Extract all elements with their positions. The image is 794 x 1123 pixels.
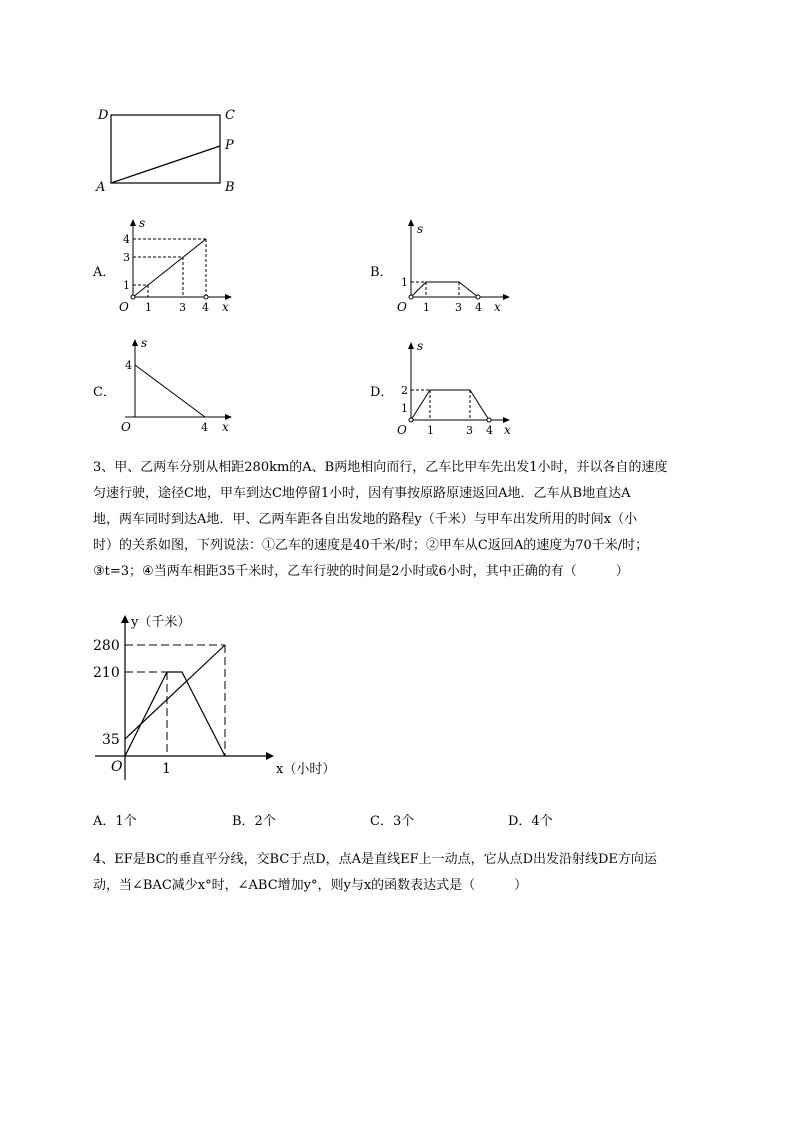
svg-text:4: 4 <box>201 421 208 434</box>
chart-ylabel: y（千米） <box>131 615 191 630</box>
svg-text:O: O <box>119 300 129 314</box>
svg-text:4: 4 <box>123 233 130 246</box>
option-b-label: B． <box>370 265 393 280</box>
option-d-graph <box>393 340 523 440</box>
q4-line-2: 动，当∠BAC减少x°时，∠ABC增加y°，则y与x的函数表达式是（ ） <box>93 878 528 893</box>
x-tick-1: 1 <box>162 761 171 777</box>
q3-line-4: 时）的关系如图，下列说法：①乙车的速度是40千米/时；②甲车从C返回A的速度为70千米/时； <box>93 538 649 553</box>
option-b-graph <box>393 215 523 315</box>
svg-text:O: O <box>397 423 407 437</box>
svg-text:3: 3 <box>466 424 473 437</box>
svg-text:O: O <box>121 420 131 434</box>
option-d-label: D． <box>370 385 394 400</box>
svg-text:s: s <box>141 336 148 350</box>
label-P: P <box>225 138 234 153</box>
question-4-text <box>93 847 753 899</box>
q3-option-d[interactable]: D．4个 <box>508 814 553 829</box>
option-a-label: A． <box>93 265 116 280</box>
svg-text:2: 2 <box>401 384 408 397</box>
svg-text:4: 4 <box>486 424 493 437</box>
option-a-graph <box>115 215 245 315</box>
svg-text:s: s <box>417 222 424 236</box>
svg-text:s: s <box>139 216 146 230</box>
svg-text:1: 1 <box>145 301 152 314</box>
svg-text:x: x <box>222 300 229 314</box>
svg-text:3: 3 <box>179 301 186 314</box>
q3-line-1: 3、甲、乙两车分别从相距280km的A、B两地相向而行，乙车比甲车先出发1小时，并以各自的速度 <box>93 460 668 475</box>
svg-text:1: 1 <box>427 424 434 437</box>
q3-line-3: 地，两车同时到达A地．甲、乙两车距各自出发地的路程y（千米）与甲车出发所用的时间x（小 <box>93 512 638 527</box>
svg-text:4: 4 <box>202 301 209 314</box>
svg-text:x: x <box>494 300 501 314</box>
label-D: D <box>98 108 109 123</box>
q3-option-a[interactable]: A．1个 <box>93 814 137 829</box>
label-A: A <box>96 180 106 195</box>
svg-text:3: 3 <box>123 251 130 264</box>
svg-text:s: s <box>417 340 424 353</box>
svg-text:x: x <box>504 423 511 437</box>
question-3-text <box>93 455 753 585</box>
svg-text:1: 1 <box>123 279 130 292</box>
q3-option-c[interactable]: C．3个 <box>370 814 415 829</box>
chart-origin: O <box>111 759 123 775</box>
option-c-label: C． <box>93 385 116 400</box>
label-B: B <box>225 180 235 195</box>
svg-text:3: 3 <box>455 301 462 314</box>
svg-text:4: 4 <box>125 359 132 372</box>
svg-text:4: 4 <box>475 301 482 314</box>
y-tick-35: 35 <box>102 732 120 748</box>
y-tick-210: 210 <box>93 665 120 681</box>
svg-text:1: 1 <box>401 276 408 289</box>
svg-text:1: 1 <box>423 301 430 314</box>
q3-distance-time-chart <box>90 605 370 790</box>
car-a-line <box>125 672 225 756</box>
chart-xlabel: x（小时） <box>276 762 336 777</box>
rectangle-figure <box>90 100 250 200</box>
svg-text:1: 1 <box>401 402 408 415</box>
label-C: C <box>225 108 235 123</box>
q3-option-b[interactable]: B．2个 <box>232 814 276 829</box>
q4-line-1: 4、EF是BC的垂直平分线，交BC于点D，点A是直线EF上一动点，它从点D出发沿射线DE方向运 <box>93 852 657 867</box>
svg-text:O: O <box>397 300 407 314</box>
y-tick-280: 280 <box>93 638 120 654</box>
q3-line-2: 匀速行驶，途径C地，甲车到达C地停留1小时，因有事按原路原速返回A地．乙车从B地直达A <box>93 486 631 501</box>
q3-line-5: ③t=3；④当两车相距35千米时，乙车行驶的时间是2小时或6小时，其中正确的有（ ） <box>93 564 629 579</box>
option-c-graph <box>115 335 245 435</box>
svg-text:x: x <box>222 420 229 434</box>
